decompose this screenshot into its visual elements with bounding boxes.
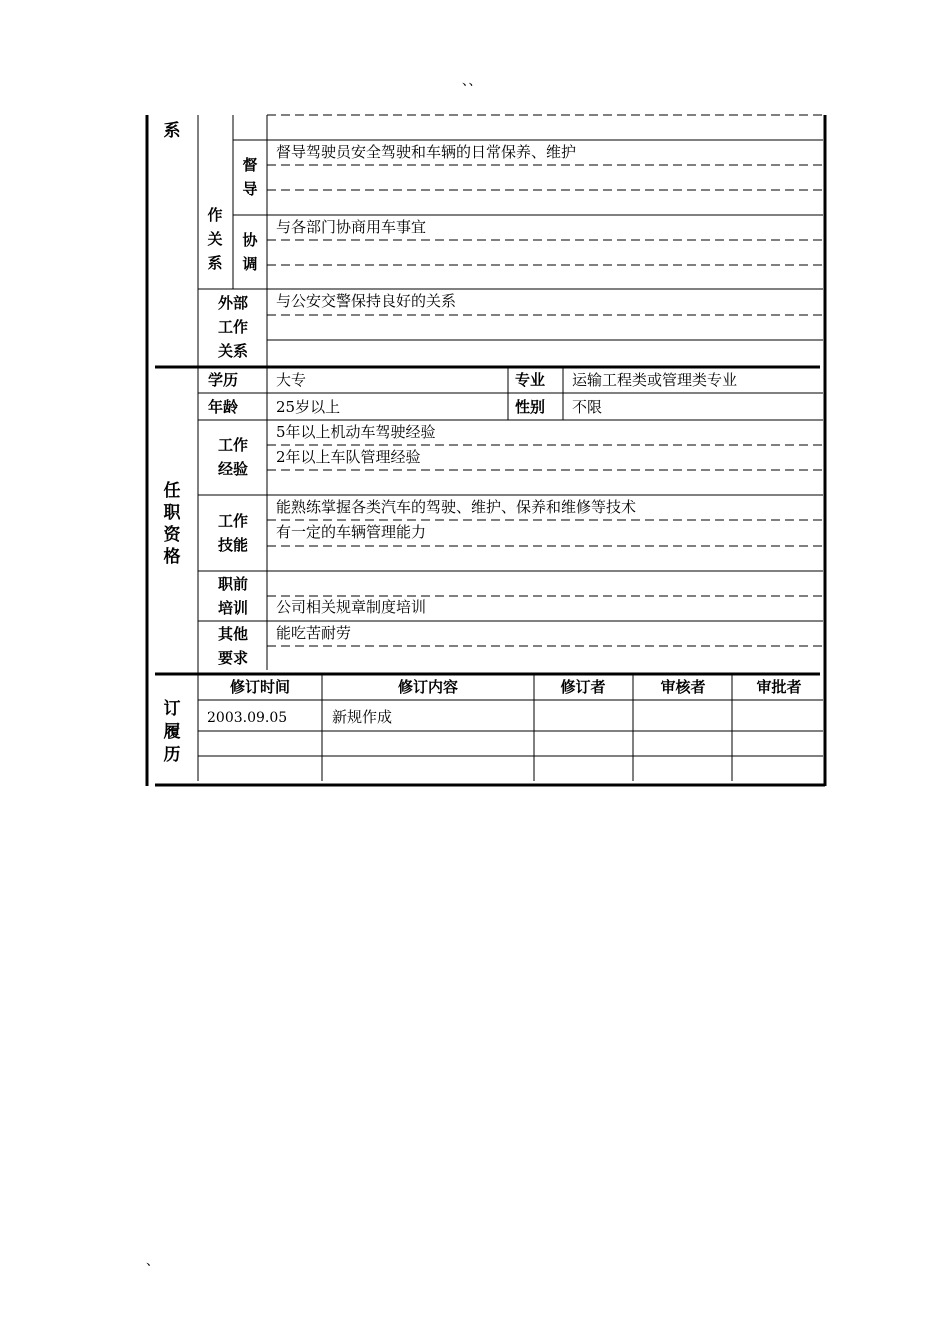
gender-value: 不限: [572, 398, 603, 416]
revision-row-content: 新规作成: [332, 708, 393, 726]
training-line-1: 公司相关规章制度培训: [276, 598, 427, 616]
experience-line-2: 2年以上车队管理经验: [276, 448, 421, 466]
coordinate-label-2: 调: [242, 255, 258, 273]
revision-label-1: 订: [163, 699, 181, 719]
relations-section-label: 系: [163, 121, 181, 141]
revision-row-date: 2003.09.05: [207, 710, 288, 726]
major-value: 运输工程类或管理类专业: [572, 371, 738, 389]
revision-header-approver: 审批者: [756, 678, 802, 696]
footer-mark: 、: [146, 1254, 160, 1269]
external-label-1: 外部: [217, 294, 249, 312]
revision-header-date: 修订时间: [229, 678, 291, 696]
experience-label-1: 工作: [217, 436, 249, 454]
supervise-label-1: 督: [242, 156, 258, 174]
internal-relations-label-1: 作: [207, 206, 223, 224]
revision-label-3: 历: [163, 745, 181, 765]
experience-label-2: 经验: [217, 460, 249, 478]
training-label-2: 培训: [217, 599, 249, 617]
age-value: 25岁以上: [276, 398, 341, 416]
revision-header-content: 修订内容: [397, 678, 459, 696]
age-label: 年龄: [208, 398, 239, 416]
revision-label-2: 履: [163, 722, 181, 742]
education-label: 学历: [208, 371, 239, 389]
skills-label-2: 技能: [217, 536, 249, 554]
external-label-3: 关系: [217, 342, 249, 360]
qualification-label-3: 资: [163, 525, 181, 545]
header-mark: 、、: [462, 74, 482, 89]
skills-line-2: 有一定的车辆管理能力: [276, 523, 427, 541]
supervise-label-2: 导: [242, 180, 258, 198]
coordinate-line-1: 与各部门协商用车事宜: [276, 218, 427, 236]
coordinate-label-1: 协: [242, 231, 258, 249]
skills-label-1: 工作: [217, 512, 249, 530]
external-label-2: 工作: [217, 318, 249, 336]
qualification-label-1: 任: [163, 481, 181, 501]
other-line-1: 能吃苦耐劳: [276, 624, 352, 642]
external-line-1: 与公安交警保持良好的关系: [276, 292, 457, 310]
revision-header-reviser: 修订者: [560, 678, 606, 696]
supervise-line-1: 督导驾驶员安全驾驶和车辆的日常保养、维护: [276, 143, 577, 161]
internal-relations-label-3: 系: [207, 254, 223, 272]
revision-header-checker: 审核者: [660, 678, 706, 696]
qualification-label-4: 格: [163, 547, 181, 567]
other-label-1: 其他: [217, 625, 249, 643]
gender-label: 性别: [515, 398, 546, 416]
qualification-label-2: 职: [163, 503, 181, 523]
other-label-2: 要求: [217, 649, 249, 667]
major-label: 专业: [515, 371, 546, 389]
internal-relations-label-2: 关: [207, 230, 223, 248]
education-value: 大专: [276, 371, 307, 389]
training-label-1: 职前: [217, 575, 249, 593]
experience-line-1: 5年以上机动车驾驶经验: [276, 423, 436, 441]
skills-line-1: 能熟练掌握各类汽车的驾驶、维护、保养和维修等技术: [276, 498, 637, 516]
